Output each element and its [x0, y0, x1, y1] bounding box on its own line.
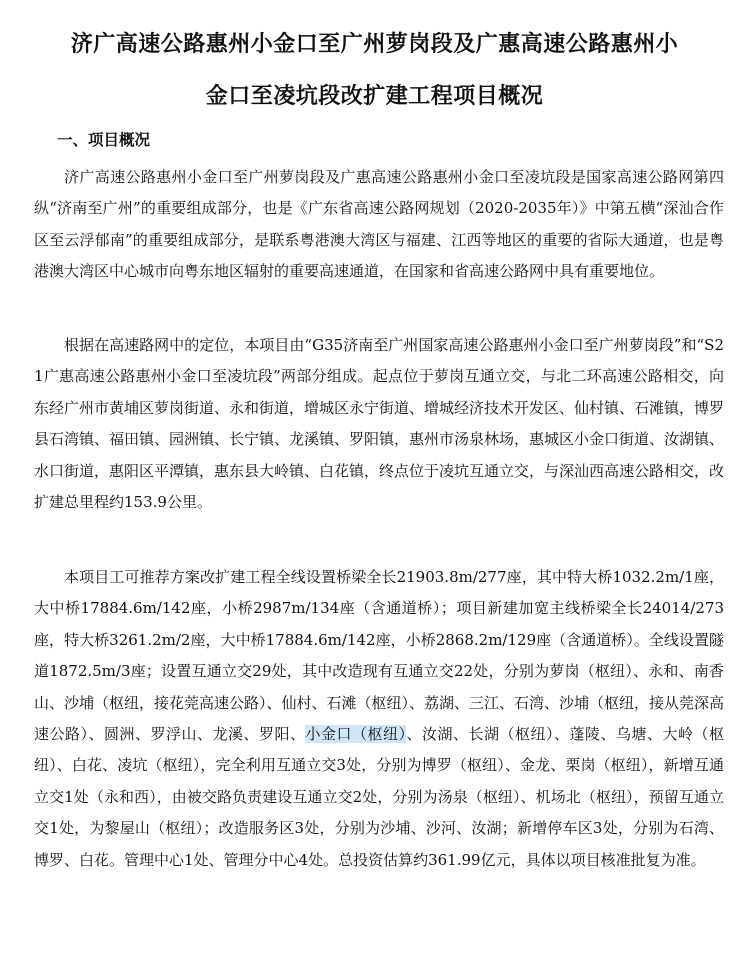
paragraph-route: 根据在高速路网中的定位，本项目由“G35济南至广州国家高速公路惠州小金口至广州萝岗段”和“S21广惠高速公路惠州小金口至凌坑段”两部分组成。起点位于萝岗互通立交，与北二环高速公路相交，向东经广州市黄埔区萝岗街道、永和街道，增城区永宁街道、增城经济技术开发区、仙村镇、石滩镇，博罗县石湾镇、福田镇、园洲镇、长宁镇、龙溪镇、罗阳镇，惠州市汤泉林场，惠城区小金口街道、汝湖镇、水口街道，惠阳区平潭镇，惠东县大岭镇、白花镇，终点位于凌坑互通立交，与深汕西高速公路相交，改扩建总里程约153.9公里。 [34, 336, 725, 512]
section-heading: 一、项目概况 [57, 131, 151, 149]
document-title-line-2: 金口至凌坑段改扩建工程项目概况 [205, 84, 544, 109]
paragraph-overview: 济广高速公路惠州小金口至广州萝岗段及广惠高速公路惠州小金口至凌坑段是国家高速公路网第四纵“济南至广州”的重要组成部分，也是《广东省高速公路网规划（2020-2035年）》中第五横“深汕合作区至云浮郁南”的重要组成部分，是联系粤港澳大湾区与福建、江西等地区的重要的省际大通道，也是粤港澳大湾区中心城市向粤东地区辐射的重要高速通道，在国家和省高速公路网中具有重要地位。 [34, 168, 724, 281]
document-title-line-1: 济广高速公路惠州小金口至广州萝岗段及广惠高速公路惠州小 [70, 32, 679, 57]
selected-text-highlight[interactable]: 小金口（枢纽） [305, 725, 407, 744]
paragraph-scope-text-after: 、汝湖、长湖（枢纽）、蓬陵、乌塘、大岭（枢纽）、白花、凌坑（枢纽），完全利用互通立交3处，分别为博罗（枢纽）、金龙、栗岗（枢纽），新增互通立交1处（永和西），由被交路负责建设互通立交2处，分别为汤泉（枢纽）、机场北（枢纽），预留互通立交1处，为黎屋山（枢纽）；改造服务区3处，分别为沙埔、沙河、汝湖；新增停车区3处，分别为石湾、博罗、白花。管理中心1处、管理分中心4处。总投资估算约361.99亿元，具体以项目核准批复为准。 [34, 725, 724, 869]
paragraph-scope [34, 562, 724, 876]
paragraph-scope-text-before: 本项目工可推荐方案改扩建工程全线设置桥梁全长21903.8m/277座，其中特大桥1032.2m/1座，大中桥17884.6m/142座，小桥2987m/134座（含通道桥）；项目新建加宽主线桥梁全长24014/273座，特大桥3261.2m/2座，大中桥17884.6m/142座，小桥2868.2m/129座（含通道桥）。全线设置隧道1872.5m/3座；设置互通立交29处，其中改造现有互通立交22处，分别为萝岗（枢纽）、永和、南香山、沙埔（枢纽，接花莞高速公路）、仙村、石滩（枢纽）、荔湖、三江、石湾、沙埔（枢纽，接从莞深高速公路）、圆洲、罗浮山、龙溪、罗阳、 [34, 568, 725, 744]
